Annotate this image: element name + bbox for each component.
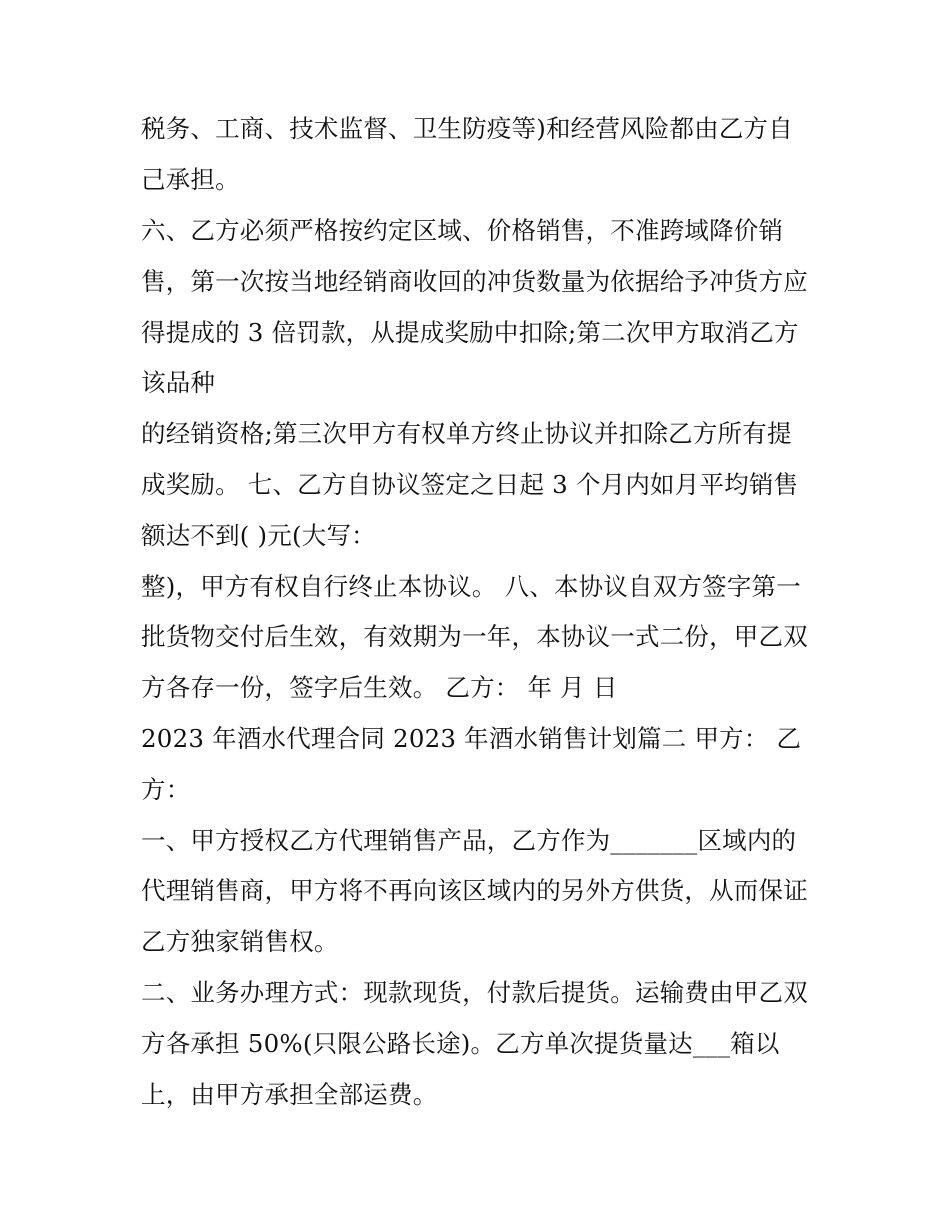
text-line: 上，由甲方承担全部运费。 bbox=[141, 1080, 438, 1109]
text-line: 额达不到( )元(大写： bbox=[141, 521, 376, 550]
text-line: 售，第一次按当地经销商收回的冲货数量为依据给予冲货方应 bbox=[141, 267, 808, 296]
text-line: 六、乙方必须严格按约定区域、价格销售，不准跨域降价销 bbox=[141, 216, 784, 245]
text-line: 乙方独家销售权。 bbox=[141, 927, 339, 956]
text-line: 批货物交付后生效，有效期为一年，本协议一式二份，甲乙双 bbox=[141, 622, 808, 651]
text-line: 税务、工商、技术监督、卫生防疫等)和经营风险都由乙方自 bbox=[141, 114, 793, 143]
text-line: 得提成的 3 倍罚款，从提成奖励中扣除;第二次甲方取消乙方 bbox=[141, 318, 799, 347]
text-line: 该品种 bbox=[141, 368, 216, 397]
text-line: 己承担。 bbox=[141, 165, 240, 194]
text-line: 方各承担 50%(只限公路长途)。乙方单次提货量达___箱以 bbox=[141, 1029, 780, 1058]
text-line: 整)，甲方有权自行终止本协议。 八、本协议自双方签字第一 bbox=[141, 572, 801, 601]
text-line: 成奖励。 七、乙方自协议签定之日起 3 个月内如月平均销售 bbox=[141, 470, 799, 499]
text-line: 代理销售商，甲方将不再向该区域内的另外方供货，从而保证 bbox=[141, 876, 808, 905]
text-line: 二、业务办理方式：现款现货，付款后提货。运输费由甲乙双 bbox=[141, 978, 808, 1007]
text-line: 的经销资格;第三次甲方有权单方终止协议并扣除乙方所有提 bbox=[141, 419, 792, 448]
text-line: 方各存一份，签字后生效。 乙方： 年 月 日 bbox=[141, 673, 618, 702]
text-line: 方： bbox=[141, 775, 191, 804]
text-line: 一、甲方授权乙方代理销售产品，乙方作为_______区域内的 bbox=[141, 826, 797, 855]
text-line: 2023 年酒水代理合同 2023 年酒水销售计划篇二 甲方： 乙 bbox=[141, 724, 802, 753]
